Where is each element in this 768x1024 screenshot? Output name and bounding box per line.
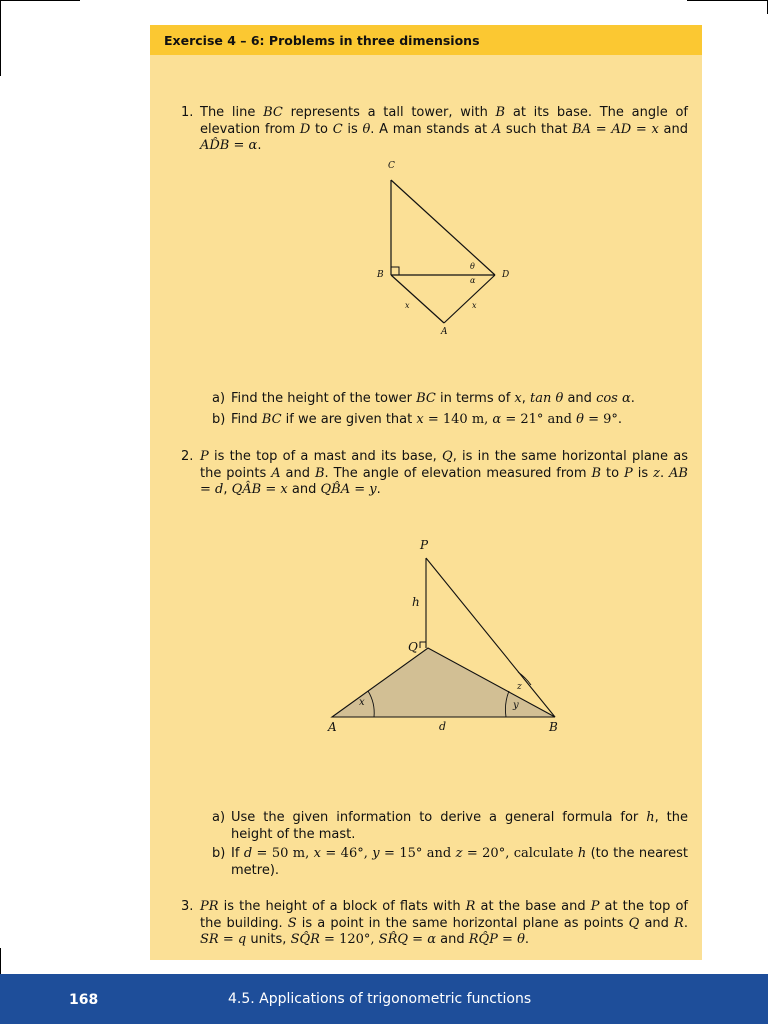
label-z: z bbox=[517, 682, 522, 692]
label-b: B bbox=[377, 270, 384, 280]
label-x-right: x bbox=[472, 301, 477, 310]
label-c: C bbox=[388, 161, 395, 171]
problem-1-number: 1. bbox=[181, 105, 194, 120]
crop-mark bbox=[687, 0, 768, 1]
problem-3-number: 3. bbox=[181, 899, 194, 914]
label-q: Q bbox=[408, 640, 418, 654]
label-d: d bbox=[439, 720, 447, 733]
label-theta: θ bbox=[470, 262, 475, 271]
part-2a-text: Use the given information to derive a general formula for h, the height of the mast. bbox=[231, 810, 688, 842]
problem-1-text: The line BC represents a tall tower, with B at its base. The angle of elevation from D to C is θ. A man stands at A such that BA = AD = x and AD̂B = α. bbox=[200, 105, 688, 153]
crop-mark bbox=[0, 0, 1, 76]
part-1b-label: b) bbox=[212, 412, 226, 427]
part-1b-text: Find BC if we are given that x = 140 m, α = 21° and θ = 9°. bbox=[231, 412, 623, 427]
part-1a-text: Find the height of the tower BC in terms of x, tan θ and cos α. bbox=[231, 391, 635, 406]
part-2b-label: b) bbox=[212, 846, 226, 861]
label-p: P bbox=[420, 538, 429, 552]
label-y: y bbox=[513, 700, 519, 711]
exercise-box bbox=[150, 25, 702, 960]
section-title: 4.5. Applications of trigonometric functions bbox=[228, 991, 532, 1007]
label-a: A bbox=[328, 720, 337, 734]
label-x-left: x bbox=[405, 301, 410, 310]
crop-mark bbox=[0, 0, 80, 1]
right-angle-marker bbox=[420, 642, 426, 648]
label-d: D bbox=[502, 270, 510, 280]
exercise-title: Exercise 4 – 6: Problems in three dimensions bbox=[164, 33, 480, 48]
crop-mark bbox=[0, 948, 1, 974]
problem-2-text: P is the top of a mast and its base, Q, is in the same horizontal plane as the points A and B. The angle of elevation measured from B to P is z. AB = d, QÂB = x and QB̂A = y. bbox=[200, 449, 688, 497]
problem-3-text: PR is the height of a block of flats with R at the base and P at the top of the building. S is a point in the same horizontal plane as points Q and R. SR = q units, SQ̂R = 120°, SR̂Q = α and RQ̂P = θ. bbox=[200, 899, 688, 947]
page-number: 168 bbox=[69, 992, 99, 1008]
label-b: B bbox=[549, 720, 558, 734]
part-2a-label: a) bbox=[212, 810, 226, 825]
label-a: A bbox=[441, 327, 448, 337]
label-x: x bbox=[359, 697, 365, 708]
footer-bar bbox=[0, 974, 768, 1024]
label-h: h bbox=[412, 595, 420, 609]
part-2b-text: If d = 50 m, x = 46°, y = 15° and z = 20°, calculate h (to the nearest metre). bbox=[231, 846, 688, 878]
label-alpha: α bbox=[470, 276, 476, 285]
problem-2-number: 2. bbox=[181, 449, 194, 464]
part-1a-label: a) bbox=[212, 391, 226, 406]
